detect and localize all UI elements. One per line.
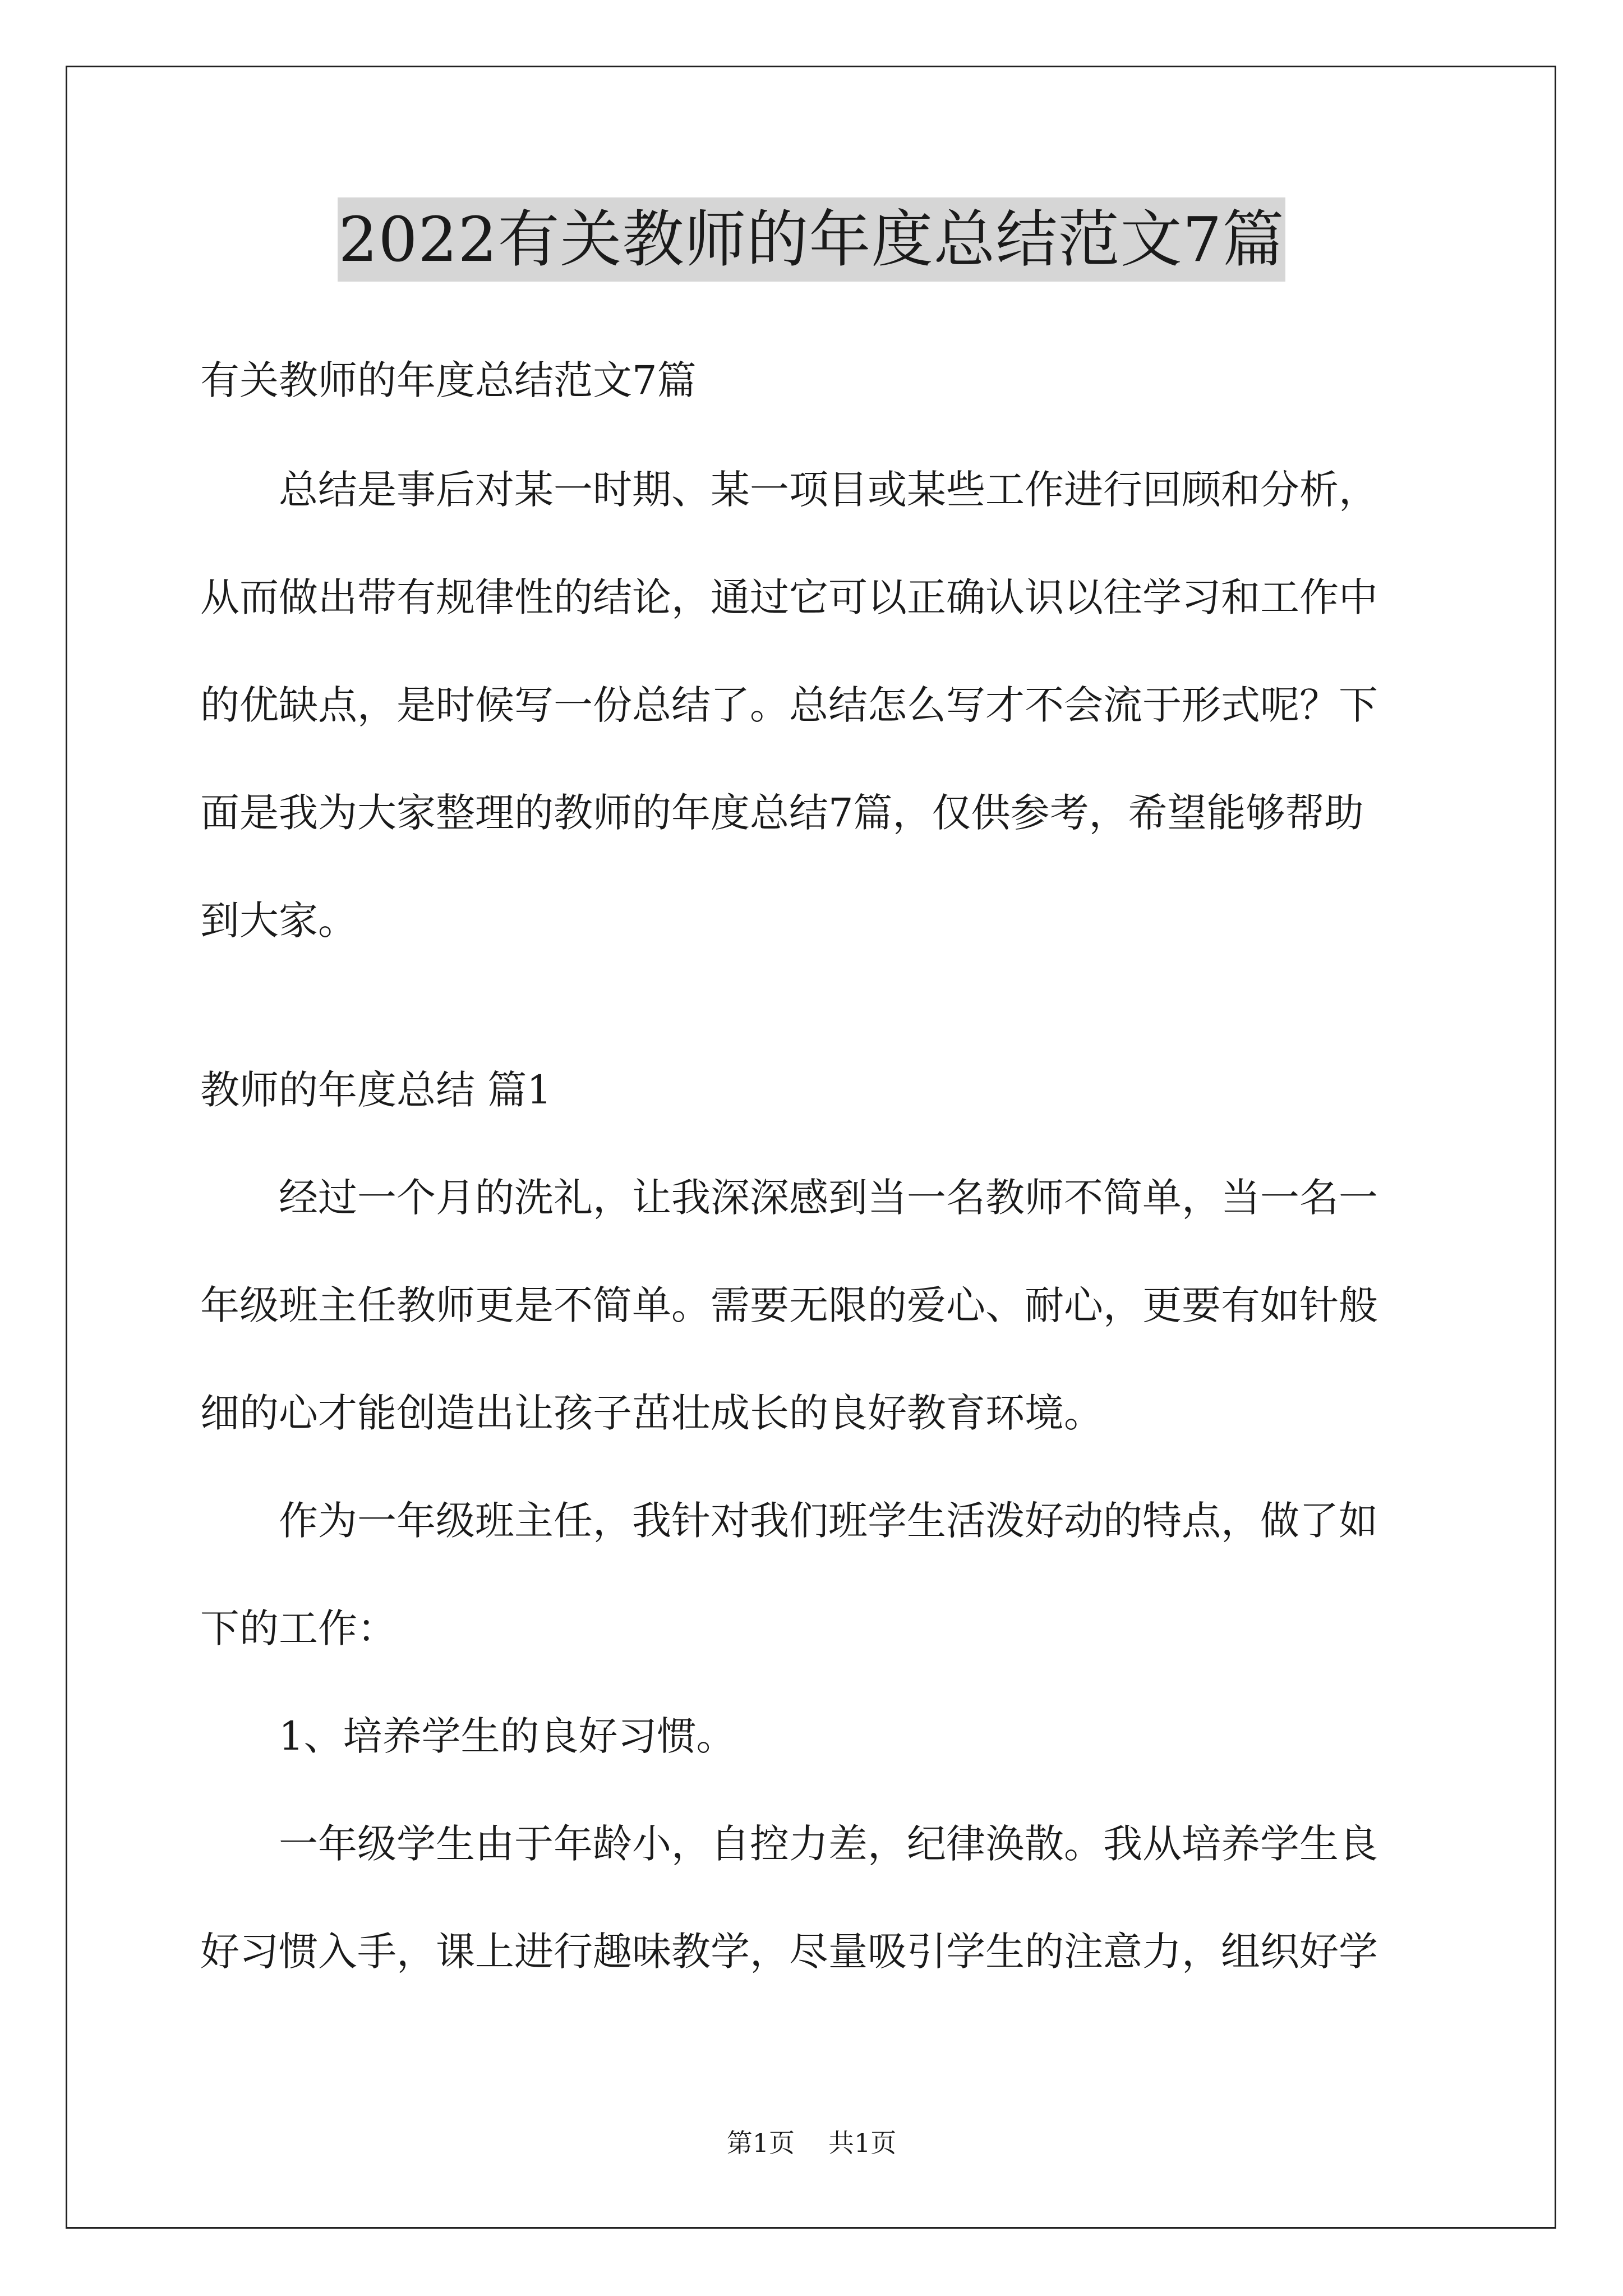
page-footer	[0, 2126, 1623, 2160]
paragraph-line: 一年级学生由于年龄小，自控力差，纪律涣散。我从培养学生良	[279, 1821, 1378, 1867]
page-number-total: 共1页	[828, 2128, 897, 2158]
paragraph-line: 年级班主任教师更是不简单。需要无限的爱心、耐心，更要有如针般	[200, 1282, 1378, 1328]
document-title: 2022有关教师的年度总结范文7篇	[338, 197, 1286, 282]
page-number-current: 第1页	[726, 2128, 795, 2158]
list-item-heading: 1、培养学生的良好习惯。	[279, 1713, 736, 1759]
paragraph-line: 细的心才能创造出让孩子茁壮成长的良好教育环境。	[200, 1390, 1103, 1436]
paragraph-line: 好习惯入手，课上进行趣味教学，尽量吸引学生的注意力，组织好学	[200, 1929, 1378, 1975]
paragraph-line: 到大家。	[200, 898, 357, 944]
paragraph-line: 从而做出带有规律性的结论，通过它可以正确认识以往学习和工作中	[200, 574, 1378, 620]
paragraph-line: 的优缺点，是时候写一份总结了。总结怎么写才不会流于形式呢？下	[200, 682, 1378, 728]
section-heading: 教师的年度总结 篇1	[200, 1067, 552, 1113]
paragraph-line: 下的工作：	[200, 1605, 396, 1651]
paragraph-line: 面是我为大家整理的教师的年度总结7篇，仅供参考，希望能够帮助	[200, 790, 1364, 836]
paragraph-line: 作为一年级班主任，我针对我们班学生活泼好动的特点，做了如	[279, 1498, 1378, 1544]
paragraph-line: 经过一个月的洗礼，让我深深感到当一名教师不简单，当一名一	[279, 1175, 1378, 1221]
title-container	[0, 197, 1623, 282]
paragraph-line: 总结是事后对某一时期、某一项目或某些工作进行回顾和分析，	[279, 467, 1378, 513]
document-subtitle: 有关教师的年度总结范文7篇	[200, 357, 697, 403]
